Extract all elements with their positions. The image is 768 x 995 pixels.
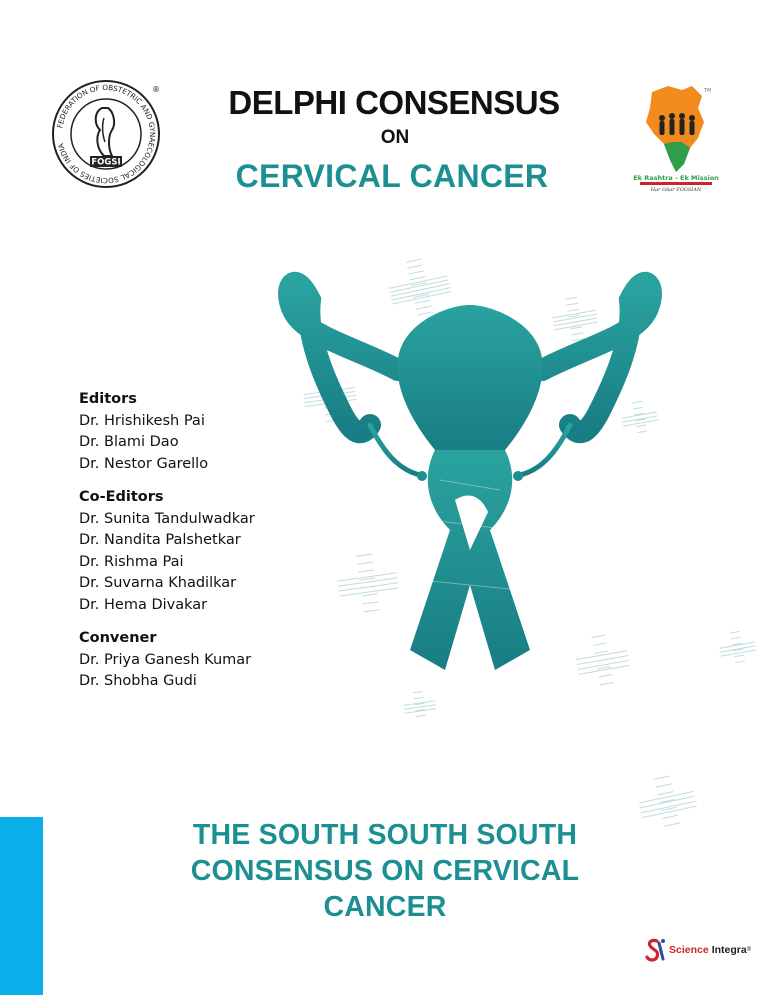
credit-name: Dr. Priya Ganesh Kumar [79, 651, 252, 668]
credits-section [79, 389, 379, 705]
cross-icon [635, 772, 700, 831]
publisher-logo: Science Integra ® [645, 937, 751, 963]
science-integra-mark-icon [645, 937, 667, 963]
credit-name: Dr. Nestor Garello [79, 455, 209, 472]
publisher-name-part2: Integra [711, 944, 747, 956]
ek-rashtra-tagline: Har Ghar FOGSIAN [650, 187, 702, 193]
document-title: DELPHI CONSENSUS [228, 84, 560, 121]
credits-heading: Co-Editors [79, 489, 164, 505]
document-subtitle: CERVICAL CANCER [235, 158, 549, 194]
consensus-title-line: CONSENSUS ON CERVICAL [190, 855, 580, 887]
credit-name: Dr. Sunita Tandulwadkar [79, 510, 255, 527]
credit-name: Dr. Blami Dao [79, 434, 179, 450]
credit-name: Dr. Rishma Pai [79, 553, 184, 570]
publisher-name-part1: Science [669, 944, 709, 956]
credit-name: Dr. Nandita Palshetkar [79, 532, 241, 548]
svg-text:®: ® [152, 85, 160, 94]
credits-heading: Convener [79, 630, 157, 646]
credits-group-co-editors [79, 487, 379, 616]
credit-name: Dr. Hema Divakar [79, 596, 208, 613]
credit-name: Dr. Hrishikesh Pai [79, 412, 205, 429]
consensus-title-line: CANCER [323, 891, 447, 923]
fogsi-ring-text: FEDERATION OF OBSTETRIC AND GYNAECOLOGICAL SOCIETIES OF INDIA [55, 82, 158, 186]
side-accent-bar [0, 817, 43, 995]
consensus-title [150, 817, 620, 925]
title-connector: ON [380, 127, 410, 148]
credit-name: Dr. Suvarna Khadilkar [79, 575, 237, 591]
fogsi-logo-text: FOGSI [91, 157, 121, 168]
credits-group-editors [79, 389, 379, 475]
credits-heading: Editors [79, 391, 137, 407]
svg-text:TM: TM [704, 88, 712, 94]
ek-rashtra-text: Ek Rashtra - Ek Mission [633, 174, 719, 182]
credits-group-convener [79, 628, 379, 693]
credit-name: Dr. Shobha Gudi [79, 673, 197, 689]
cross-icon [717, 629, 758, 665]
consensus-title-line: THE SOUTH SOUTH SOUTH [192, 819, 578, 851]
